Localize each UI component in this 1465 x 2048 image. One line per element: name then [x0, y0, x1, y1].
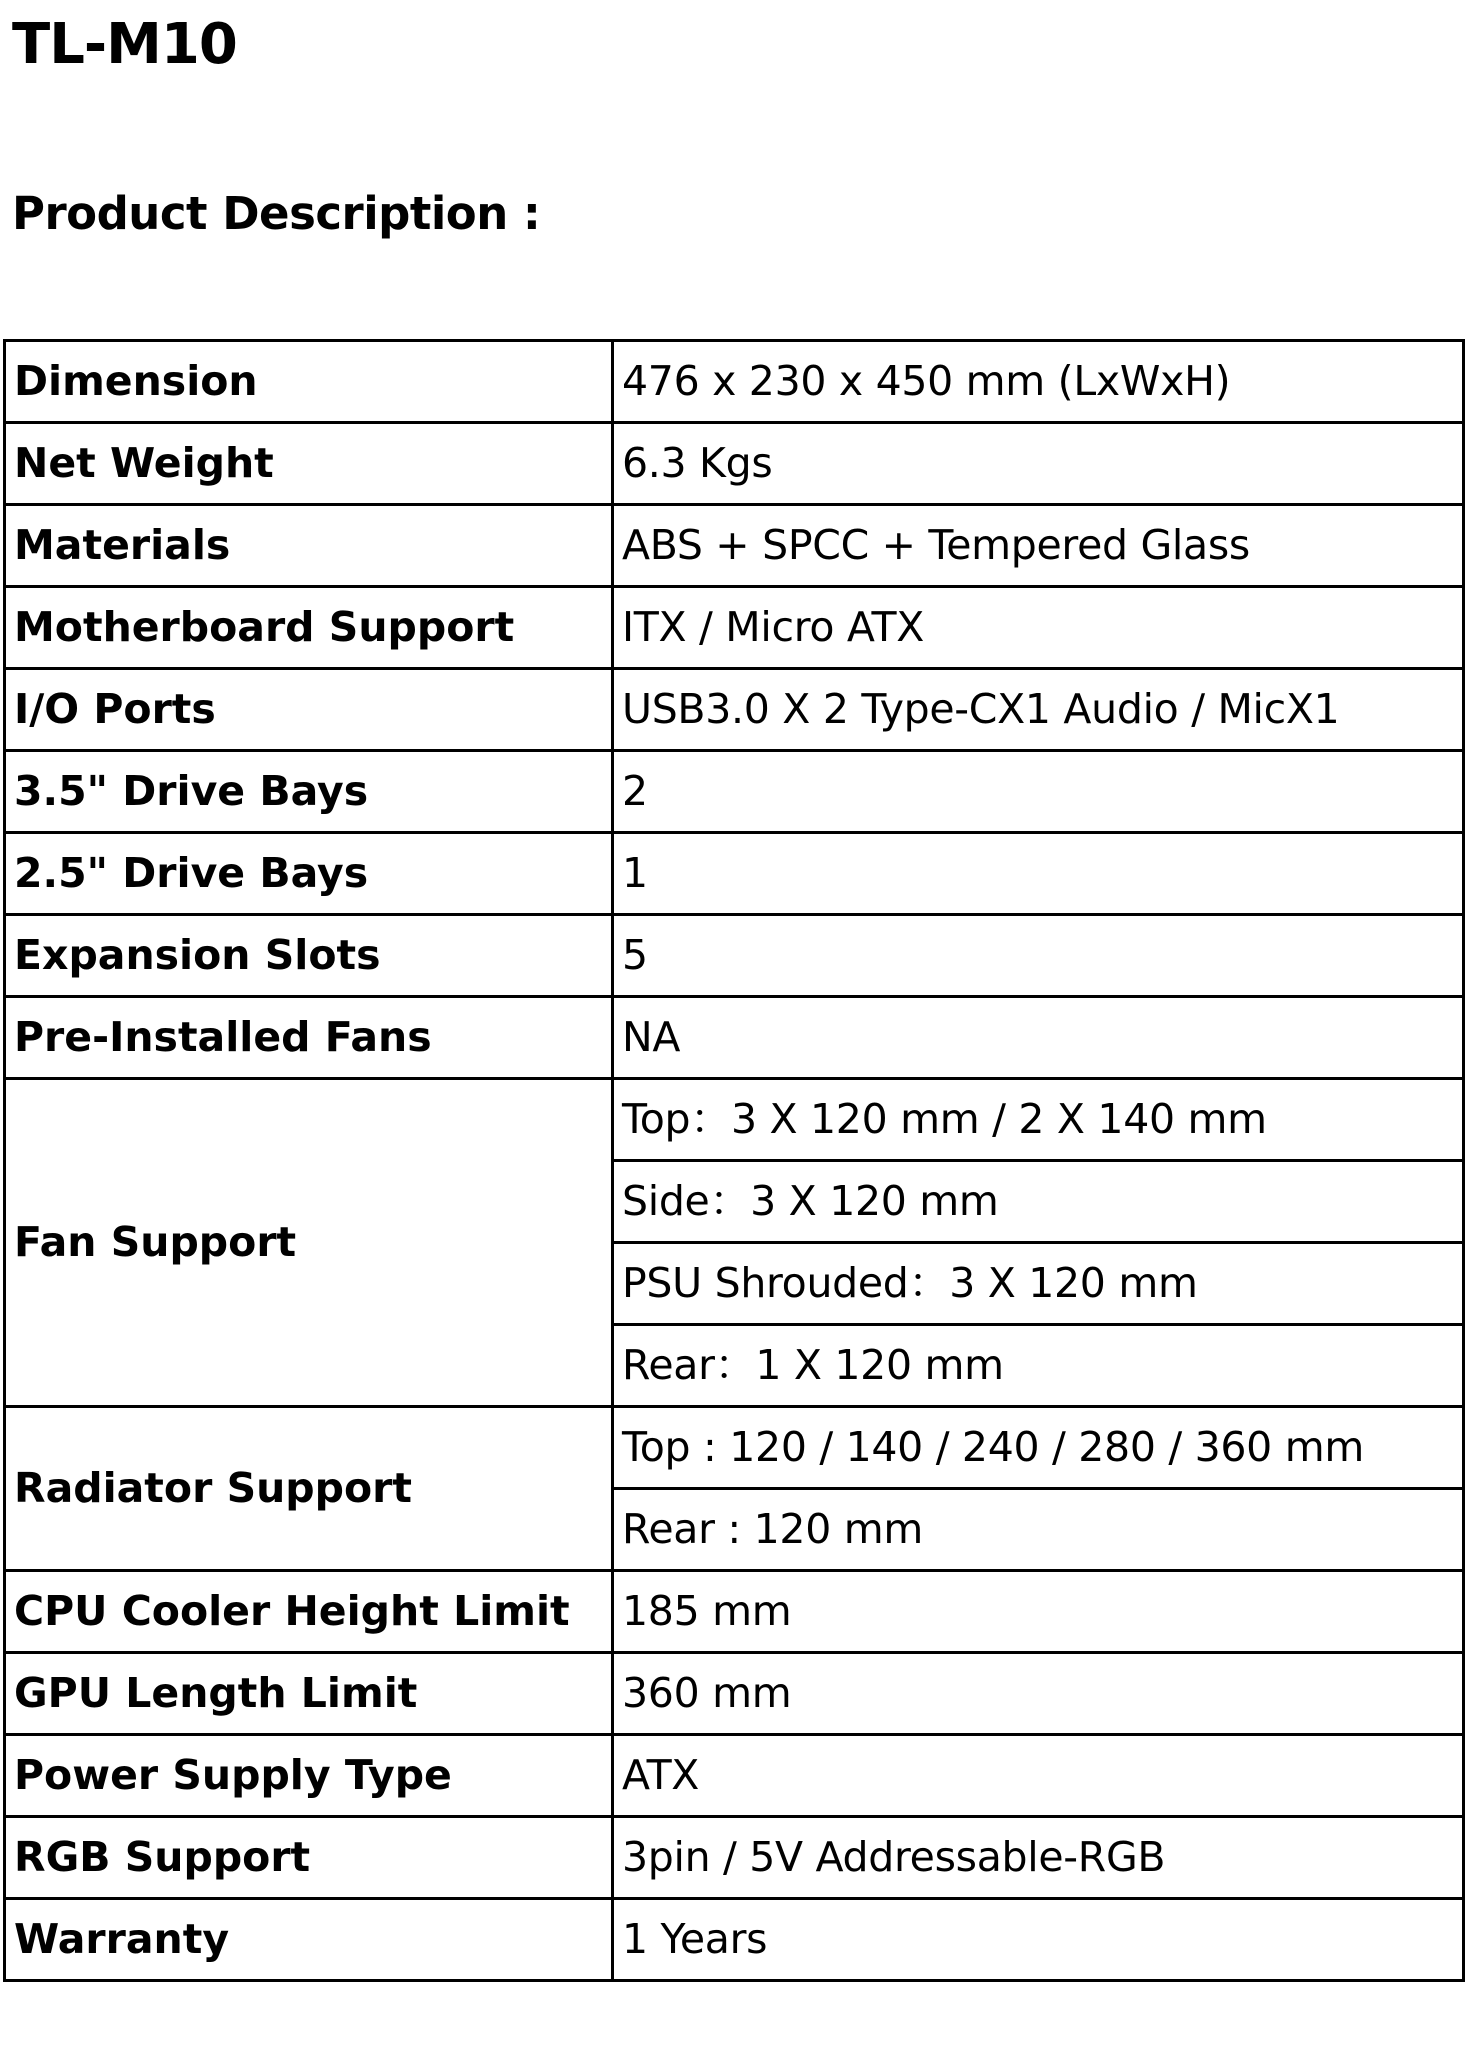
spec-label: Power Supply Type	[5, 1735, 613, 1817]
spec-value: 1 Years	[613, 1899, 1464, 1981]
spec-row-io-ports	[5, 669, 1464, 751]
spec-label: CPU Cooler Height Limit	[5, 1571, 613, 1653]
spec-row-cpu-cooler-height	[5, 1571, 1464, 1653]
spec-row-psu-type	[5, 1735, 1464, 1817]
spec-label: Expansion Slots	[5, 915, 613, 997]
spec-value: ABS + SPCC + Tempered Glass	[613, 505, 1464, 587]
spec-label: I/O Ports	[5, 669, 613, 751]
spec-value: 360 mm	[613, 1653, 1464, 1735]
spec-label: Fan Support	[5, 1079, 613, 1407]
spec-value: 2	[613, 751, 1464, 833]
spec-row-radiator-support	[5, 1407, 1464, 1489]
spec-value: ITX / Micro ATX	[613, 587, 1464, 669]
spec-row-25-drive-bays	[5, 833, 1464, 915]
spec-value: Top：3 X 120 mm / 2 X 140 mm	[613, 1079, 1464, 1161]
spec-table	[3, 339, 1465, 1982]
spec-row-preinstalled-fans	[5, 997, 1464, 1079]
spec-label: Dimension	[5, 341, 613, 423]
spec-label: 2.5" Drive Bays	[5, 833, 613, 915]
spec-value: 5	[613, 915, 1464, 997]
spec-row-motherboard-support	[5, 587, 1464, 669]
spec-value: 1	[613, 833, 1464, 915]
spec-row-materials	[5, 505, 1464, 587]
spec-row-rgb-support	[5, 1817, 1464, 1899]
spec-row-expansion-slots	[5, 915, 1464, 997]
spec-row-35-drive-bays	[5, 751, 1464, 833]
spec-label: Motherboard Support	[5, 587, 613, 669]
section-heading: Product Description :	[12, 187, 541, 240]
spec-value: Rear : 120 mm	[613, 1489, 1464, 1571]
spec-value: 185 mm	[613, 1571, 1464, 1653]
spec-value: USB3.0 X 2 Type-CX1 Audio / MicX1	[613, 669, 1464, 751]
spec-value: PSU Shrouded：3 X 120 mm	[613, 1243, 1464, 1325]
spec-label: Pre-Installed Fans	[5, 997, 613, 1079]
spec-label: RGB Support	[5, 1817, 613, 1899]
spec-label: Materials	[5, 505, 613, 587]
spec-value: 6.3 Kgs	[613, 423, 1464, 505]
spec-label: 3.5" Drive Bays	[5, 751, 613, 833]
spec-value: Rear：1 X 120 mm	[613, 1325, 1464, 1407]
spec-value: NA	[613, 997, 1464, 1079]
spec-label: Warranty	[5, 1899, 613, 1981]
spec-row-gpu-length	[5, 1653, 1464, 1735]
spec-label: Net Weight	[5, 423, 613, 505]
spec-row-fan-support	[5, 1079, 1464, 1161]
spec-row-warranty	[5, 1899, 1464, 1981]
spec-row-net-weight	[5, 423, 1464, 505]
spec-value: Side：3 X 120 mm	[613, 1161, 1464, 1243]
spec-row-dimension	[5, 341, 1464, 423]
spec-label: Radiator Support	[5, 1407, 613, 1571]
product-title: TL-M10	[12, 12, 237, 77]
spec-value: ATX	[613, 1735, 1464, 1817]
spec-value: Top : 120 / 140 / 240 / 280 / 360 mm	[613, 1407, 1464, 1489]
spec-label: GPU Length Limit	[5, 1653, 613, 1735]
spec-value: 476 x 230 x 450 mm (LxWxH)	[613, 341, 1464, 423]
spec-value: 3pin / 5V Addressable-RGB	[613, 1817, 1464, 1899]
